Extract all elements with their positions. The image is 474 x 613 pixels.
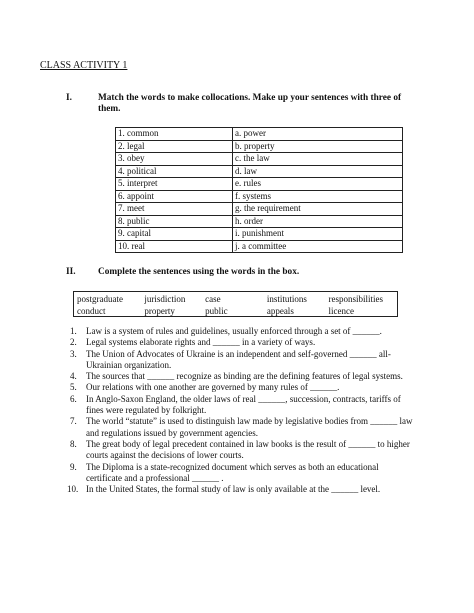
collocation-left-cell: 7. meet xyxy=(116,203,233,216)
collocation-row xyxy=(116,178,403,191)
word-box-item: public xyxy=(205,306,228,316)
word-box-row xyxy=(77,305,394,317)
sentence-text: The world “statute” is used to distinguish law made by legislative bodies from ______ law and regulations issued by government agencies. xyxy=(86,416,413,438)
sentence-number: 4. xyxy=(70,371,77,382)
page-title: CLASS ACTIVITY 1 xyxy=(40,60,128,71)
sentence-number: 5. xyxy=(70,382,77,393)
section-2-instruction: Complete the sentences using the words in the box. xyxy=(98,267,300,277)
collocation-left-cell: 5. interpret xyxy=(116,178,233,191)
sentence-number: 10. xyxy=(67,484,79,495)
collocation-row xyxy=(116,240,403,253)
collocation-right-cell: j. a committee xyxy=(233,240,403,253)
collocation-left-cell: 9. capital xyxy=(116,228,233,241)
collocation-left-cell: 6. appoint xyxy=(116,190,233,203)
sentence-item xyxy=(70,462,415,485)
collocation-row xyxy=(116,140,403,153)
sentence-number: 6. xyxy=(70,393,77,404)
sentence-text: The Union of Advocates of Ukraine is an independent and self-governed ______ all-Ukrainian organization. xyxy=(86,348,391,370)
collocation-left-cell: 1. common xyxy=(116,128,233,141)
sentence-text: In the United States, the formal study of law is only available at the ______ level. xyxy=(86,484,381,495)
word-box-item: institutions xyxy=(266,294,307,304)
sentence-item xyxy=(70,326,415,337)
sentence-number: 2. xyxy=(70,337,77,348)
word-box-item: property xyxy=(144,306,175,316)
word-box-row xyxy=(77,293,394,305)
sentence-number: 8. xyxy=(70,438,77,449)
sentence-number: 1. xyxy=(70,326,77,336)
collocation-right-cell: b. property xyxy=(233,140,403,153)
sentence-item xyxy=(70,394,415,417)
collocation-row xyxy=(116,153,403,166)
sentence-item xyxy=(70,416,415,439)
sentence-text: The great body of legal precedent contained in law books is the result of ______ to higher courts against the decisions of lower courts. xyxy=(86,438,410,461)
sentence-text: Law is a system of rules and guidelines, usually enforced through a set of ______. xyxy=(86,326,382,336)
collocation-right-cell: e. rules xyxy=(233,178,403,191)
collocation-right-cell: d. law xyxy=(233,165,403,178)
word-box-item: jurisdiction xyxy=(144,294,186,304)
collocation-right-cell: f. systems xyxy=(233,190,403,203)
collocation-row xyxy=(116,203,403,216)
word-box-item: responsibilities xyxy=(328,294,384,304)
collocation-row xyxy=(116,165,403,178)
sentence-item xyxy=(70,371,415,382)
section-1-heading xyxy=(66,93,416,121)
section-1-number: I. xyxy=(66,93,72,103)
collocation-right-cell: h. order xyxy=(233,215,403,228)
collocation-row xyxy=(116,190,403,203)
collocation-row xyxy=(116,215,403,228)
collocation-right-cell: i. punishment xyxy=(233,228,403,241)
collocation-left-cell: 3. obey xyxy=(116,153,233,166)
word-box-item: licence xyxy=(328,306,355,316)
sentence-text: The Diploma is a state-recognized document which serves as both an educational certificate and a professional ______ . xyxy=(86,461,379,483)
section-2-number: II. xyxy=(66,267,76,277)
sentence-number: 9. xyxy=(70,461,77,472)
collocation-row xyxy=(116,228,403,241)
sentence-item xyxy=(70,337,415,348)
sentence-text: The sources that ______ recognize as binding are the defining features of legal systems. xyxy=(86,371,403,382)
collocation-right-cell: g. the requirement xyxy=(233,203,403,216)
collocation-row xyxy=(116,128,403,141)
word-box-item: case xyxy=(205,294,221,304)
sentence-item xyxy=(67,484,415,495)
collocation-right-cell: c. the law xyxy=(233,153,403,166)
word-box-item: conduct xyxy=(77,306,106,316)
collocation-left-cell: 10. real xyxy=(116,240,233,253)
sentence-text: Legal systems elaborate rights and ______ in a variety of ways. xyxy=(86,337,316,348)
collocation-left-cell: 8. public xyxy=(116,215,233,228)
collocation-table xyxy=(115,127,403,253)
sentence-item xyxy=(70,382,415,393)
word-box-item: postgraduate xyxy=(77,294,123,304)
sentence-number: 7. xyxy=(70,416,77,427)
sentence-number: 3. xyxy=(70,348,77,359)
sentence-item xyxy=(70,439,415,462)
sentence-list xyxy=(67,326,415,495)
sentence-text: Our relations with one another are governed by many rules of ______. xyxy=(86,382,340,393)
collocation-left-cell: 2. legal xyxy=(116,140,233,153)
section-1-instruction: Match the words to make collocations. Make up your sentences with three of them. xyxy=(98,93,402,115)
word-box-item: appeals xyxy=(266,306,294,316)
collocation-left-cell: 4. political xyxy=(116,165,233,178)
word-box xyxy=(73,291,398,317)
collocation-right-cell: a. power xyxy=(233,128,403,141)
sentence-item xyxy=(70,349,415,372)
section-2-heading xyxy=(66,267,416,281)
sentence-text: In Anglo-Saxon England, the older laws of real ______, succession, contracts, tariffs of fines were regulated by folkright. xyxy=(86,393,401,416)
